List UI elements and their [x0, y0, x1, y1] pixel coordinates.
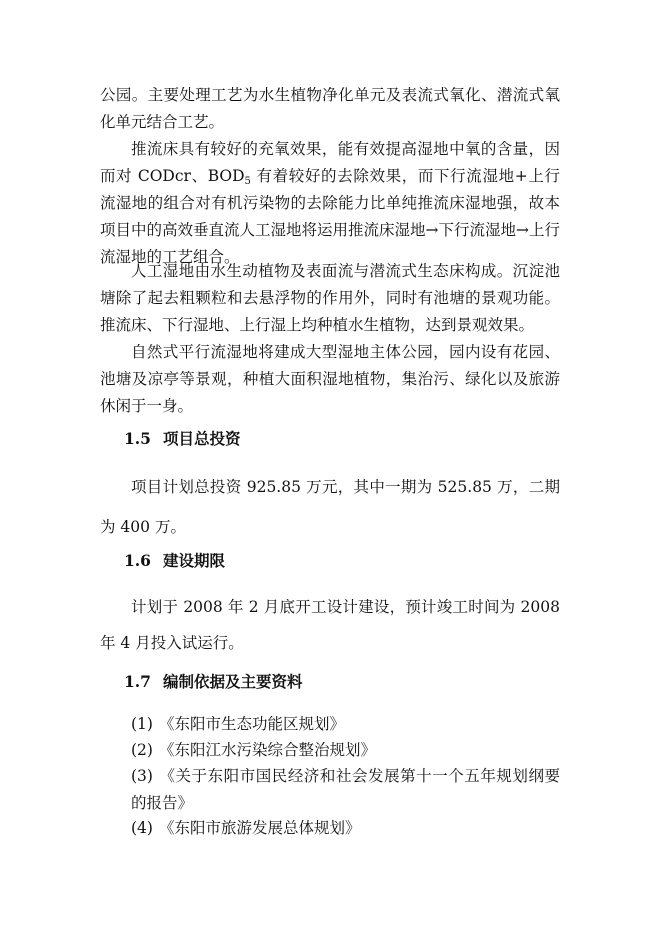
section-number: 1.5 — [124, 429, 151, 448]
section-heading-schedule — [124, 550, 225, 572]
section-title: 建设期限 — [162, 551, 225, 570]
section-title: 项目总投资 — [162, 429, 241, 448]
wetland-paragraph: 人工湿地由水生动植物及表面流与潜流式生态床构成。沉淀池塘除了起去粗颗粒和去悬浮物的作用外，同时有池塘的景观功能。推流床、下行湿地、上行湿上均种植水生植物，达到景观效果。 — [100, 262, 560, 334]
section-number: 1.7 — [124, 672, 151, 691]
reference-item: (3) 《关于东阳市国民经济和社会发展第十一个五年规划纲要的报告》 — [131, 767, 560, 812]
park-paragraph: 自然式平行流湿地将建成大型湿地主体公园，园内设有花园、池塘及凉亭等景观，种植大面积湿地植物，集治污、绿化以及旅游休闲于一身。 — [100, 343, 560, 415]
schedule-paragraph: 计划于 2008 年 2 月底开工设计建设，预计竣工时间为 2008 年 4 月投入试运行。 — [100, 598, 560, 652]
bod-subscript: 5 — [244, 176, 251, 187]
reference-item: (2) 《东阳江水污染综合整治规划》 — [131, 741, 376, 759]
section-heading-basis — [124, 671, 302, 693]
reference-item: (4) 《东阳市旅游发展总体规划》 — [131, 819, 361, 837]
push-flow-text-a: 推流床具有较好的充氧效果，能有效提高湿地中氧的含量，因而对 CODcr、BOD — [100, 140, 560, 185]
push-flow-text-b: 有着较好的去除效果，而下行流湿地+上行流湿地的组合对有机污染物的去除能力比单纯推流床湿地强，故本项目中的高效垂直流人工湿地将运用推流床湿地→下行流湿地→上行流湿地的工艺组合。 — [100, 167, 560, 266]
section-heading-investment — [124, 428, 240, 450]
push-flow-paragraph — [100, 136, 560, 271]
section-number: 1.6 — [124, 551, 151, 570]
section-title: 编制依据及主要资料 — [162, 672, 303, 691]
intro-paragraph: 公园。主要处理工艺为水生植物净化单元及表流式氧化、潜流式氧化单元结合工艺。 — [100, 86, 560, 131]
investment-paragraph: 项目计划总投资 925.85 万元，其中一期为 525.85 万，二期为 400 万。 — [100, 478, 560, 536]
reference-item: (1) 《东阳市生态功能区规划》 — [131, 715, 345, 733]
